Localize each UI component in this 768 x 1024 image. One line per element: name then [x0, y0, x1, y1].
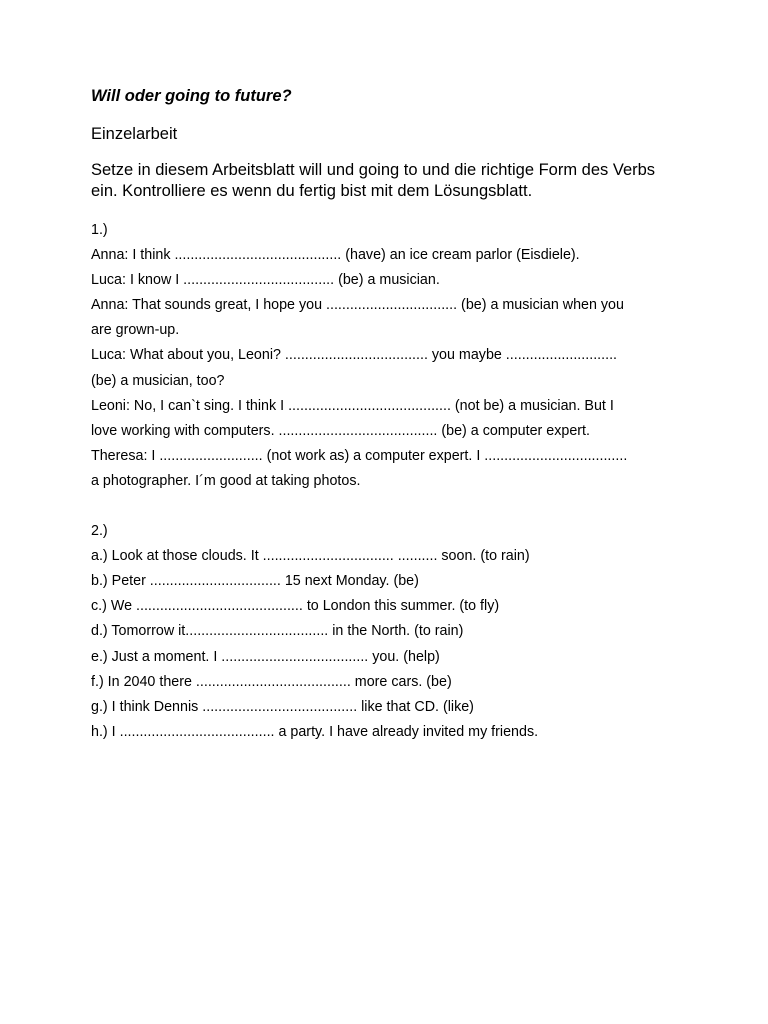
exercise-1-line: Anna: That sounds great, I hope you ................................. (be) a musician when you: [91, 297, 624, 314]
exercise-1-line: Leoni: No, I can`t sing. I think I ......................................... (not be) a musician. But I: [91, 397, 614, 414]
exercise-2-line: f.) In 2040 there ....................................... more cars. (be): [91, 673, 452, 690]
exercise-1-line: Luca: What about you, Leoni? .................................... you maybe ............................: [91, 347, 618, 364]
exercise-1-number: 1.): [91, 222, 108, 238]
exercise-1-line: are grown-up.: [91, 322, 180, 339]
worksheet-title: Will oder going to future?: [91, 87, 292, 105]
exercise-2: [91, 519, 691, 745]
exercise-1-line: (be) a musician, too?: [91, 372, 225, 389]
exercise-1-line: love working with computers. ........................................ (be) a computer expert.: [91, 422, 590, 439]
worksheet-instructions: Setze in diesem Arbeitsblatt will und going to und die richtige Form des Verbs ein. Kontrolliere es wenn du fertig bist mit dem Lösungsblatt.: [91, 161, 656, 200]
exercise-1-line: Theresa: I .......................... (not work as) a computer expert. I ....................................: [91, 447, 628, 464]
exercise-2-number: 2.): [91, 523, 108, 540]
exercise-2-line: c.) We .......................................... to London this summer. (to fly): [91, 598, 500, 615]
exercise-2-line: h.) I ....................................... a party. I have already invited my friends.: [91, 723, 539, 740]
exercise-2-line: b.) Peter ................................. 15 next Monday. (be): [91, 573, 419, 590]
worksheet-subtitle: Einzelarbeit: [91, 125, 178, 143]
worksheet-content: [91, 84, 691, 745]
exercise-2-line: g.) I think Dennis ....................................... like that CD. (like): [91, 698, 474, 715]
exercise-1: [91, 218, 691, 494]
exercise-1-line: Anna: I think .......................................... (have) an ice cream parlor (Eisdiele).: [91, 247, 580, 264]
exercise-2-line: a.) Look at those clouds. It ................................. .......... soon. (to rain): [91, 548, 530, 565]
exercise-2-line: d.) Tomorrow it.................................... in the North. (to rain): [91, 623, 464, 640]
exercise-1-line: a photographer. I´m good at taking photos.: [91, 472, 361, 489]
exercise-2-line: e.) Just a moment. I ..................................... you. (help): [91, 648, 440, 665]
exercise-1-line: Luca: I know I ...................................... (be) a musician.: [91, 272, 440, 289]
